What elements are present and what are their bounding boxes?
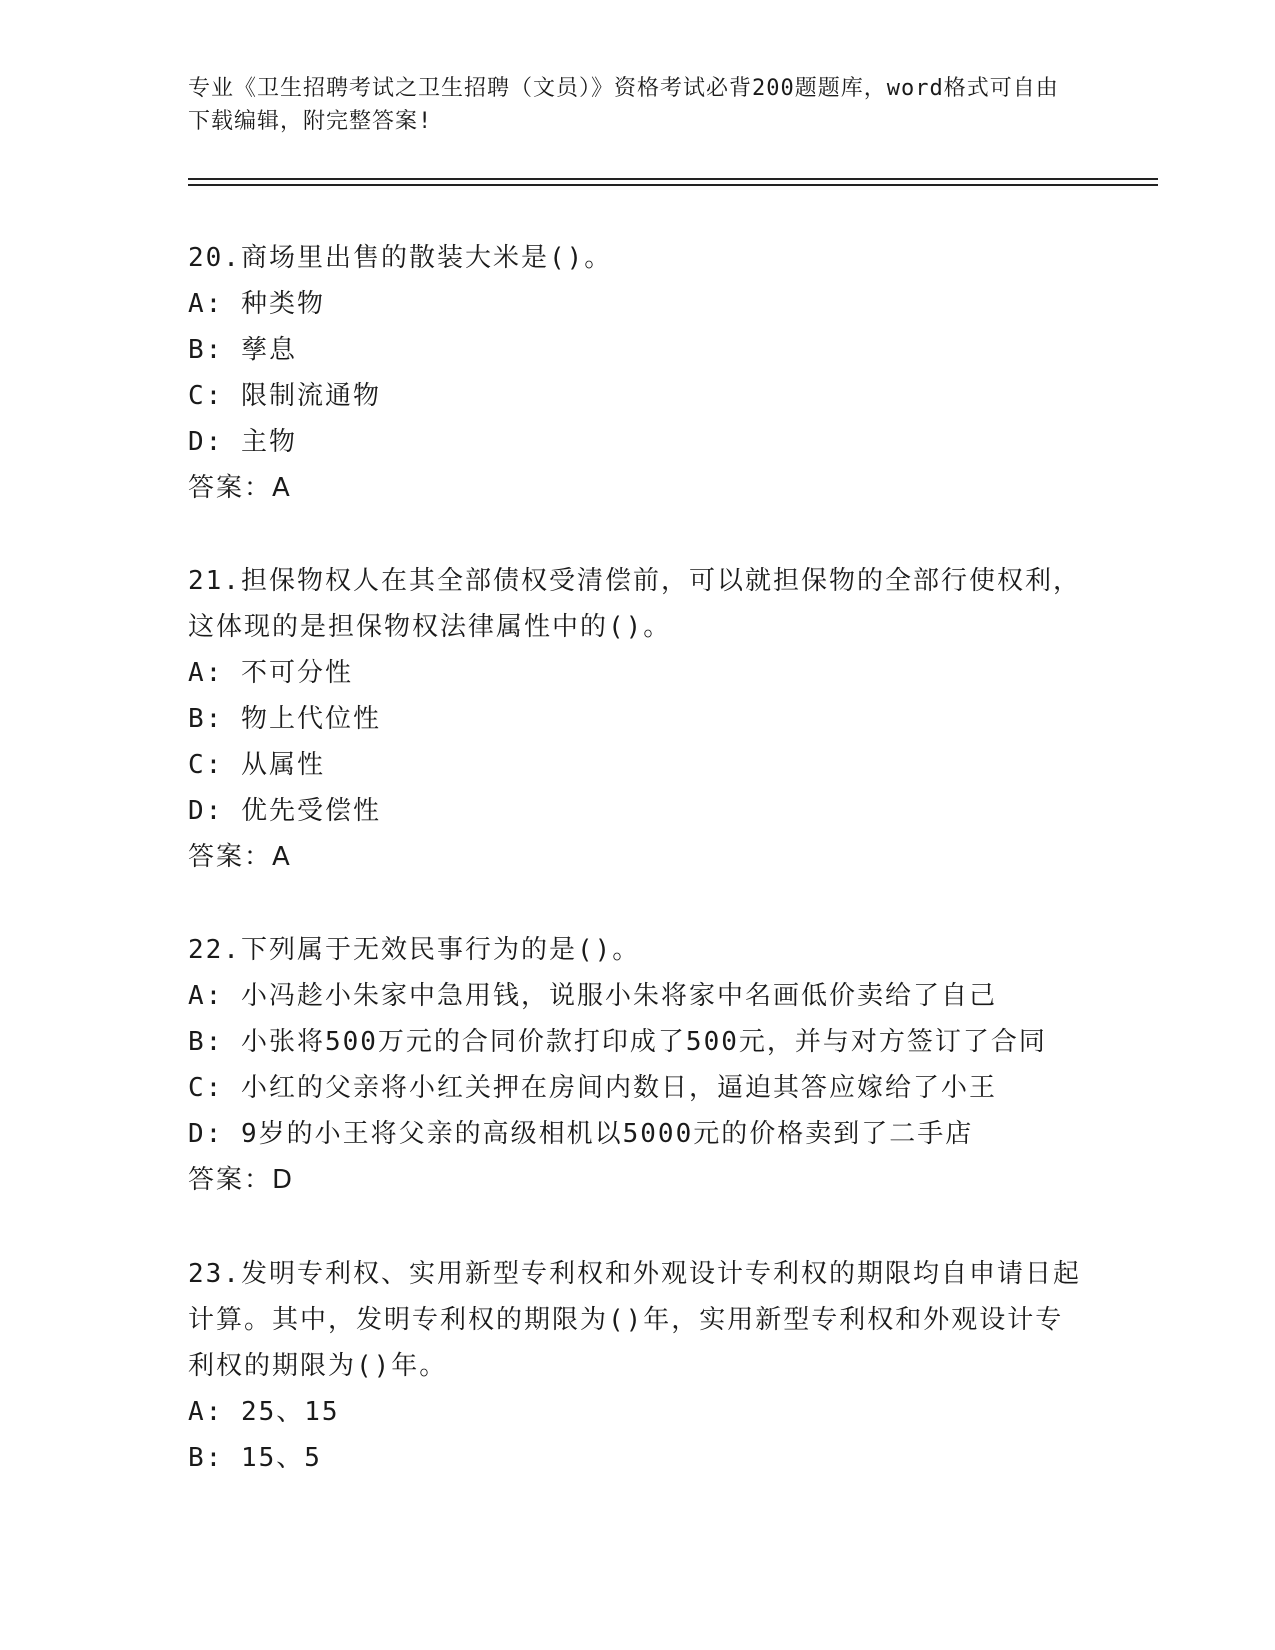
question-22 (188, 927, 1088, 1203)
header-divider-bottom (188, 184, 1158, 186)
option-b: B: 孳息 (188, 335, 297, 365)
question-stem: 22.下列属于无效民事行为的是()。 (188, 935, 641, 965)
option-a: A: 小冯趁小朱家中急用钱，说服小朱将家中名画低价卖给了自己 (188, 981, 997, 1011)
option-d: D: 优先受偿性 (188, 796, 381, 826)
option-b: B: 物上代位性 (188, 704, 381, 734)
option-b: B: 小张将500万元的合同价款打印成了500元，并与对方签订了合同 (188, 1027, 1047, 1057)
question-21 (188, 558, 1088, 880)
option-c: C: 从属性 (188, 750, 325, 780)
answer: 答案：D (188, 1165, 295, 1195)
option-a: A: 25、15 (188, 1397, 340, 1427)
question-stem: 20.商场里出售的散装大米是()。 (188, 243, 613, 273)
option-b: B: 15、5 (188, 1443, 322, 1473)
option-a: A: 种类物 (188, 289, 325, 319)
question-20 (188, 235, 1088, 511)
answer: 答案：A (188, 473, 292, 503)
question-stem: 23.发明专利权、实用新型专利权和外观设计专利权的期限均自申请日起计算。其中，发明专利权的期限为()年，实用新型专利权和外观设计专利权的期限为()年。 (188, 1259, 1081, 1381)
option-c: C: 限制流通物 (188, 381, 381, 411)
question-23 (188, 1251, 1088, 1481)
document-header: 专业《卫生招聘考试之卫生招聘（文员）》资格考试必背200题题库，word格式可自由下载编辑，附完整答案! (188, 76, 1059, 134)
header-divider-top (188, 178, 1158, 180)
option-d: D: 主物 (188, 427, 297, 457)
question-stem: 21.担保物权人在其全部债权受清偿前，可以就担保物的全部行使权利，这体现的是担保物权法律属性中的()。 (188, 566, 1081, 642)
answer: 答案：A (188, 842, 292, 872)
option-d: D: 9岁的小王将父亲的高级相机以5000元的价格卖到了二手店 (188, 1119, 974, 1149)
option-c: C: 小红的父亲将小红关押在房间内数日，逼迫其答应嫁给了小王 (188, 1073, 997, 1103)
option-a: A: 不可分性 (188, 658, 353, 688)
